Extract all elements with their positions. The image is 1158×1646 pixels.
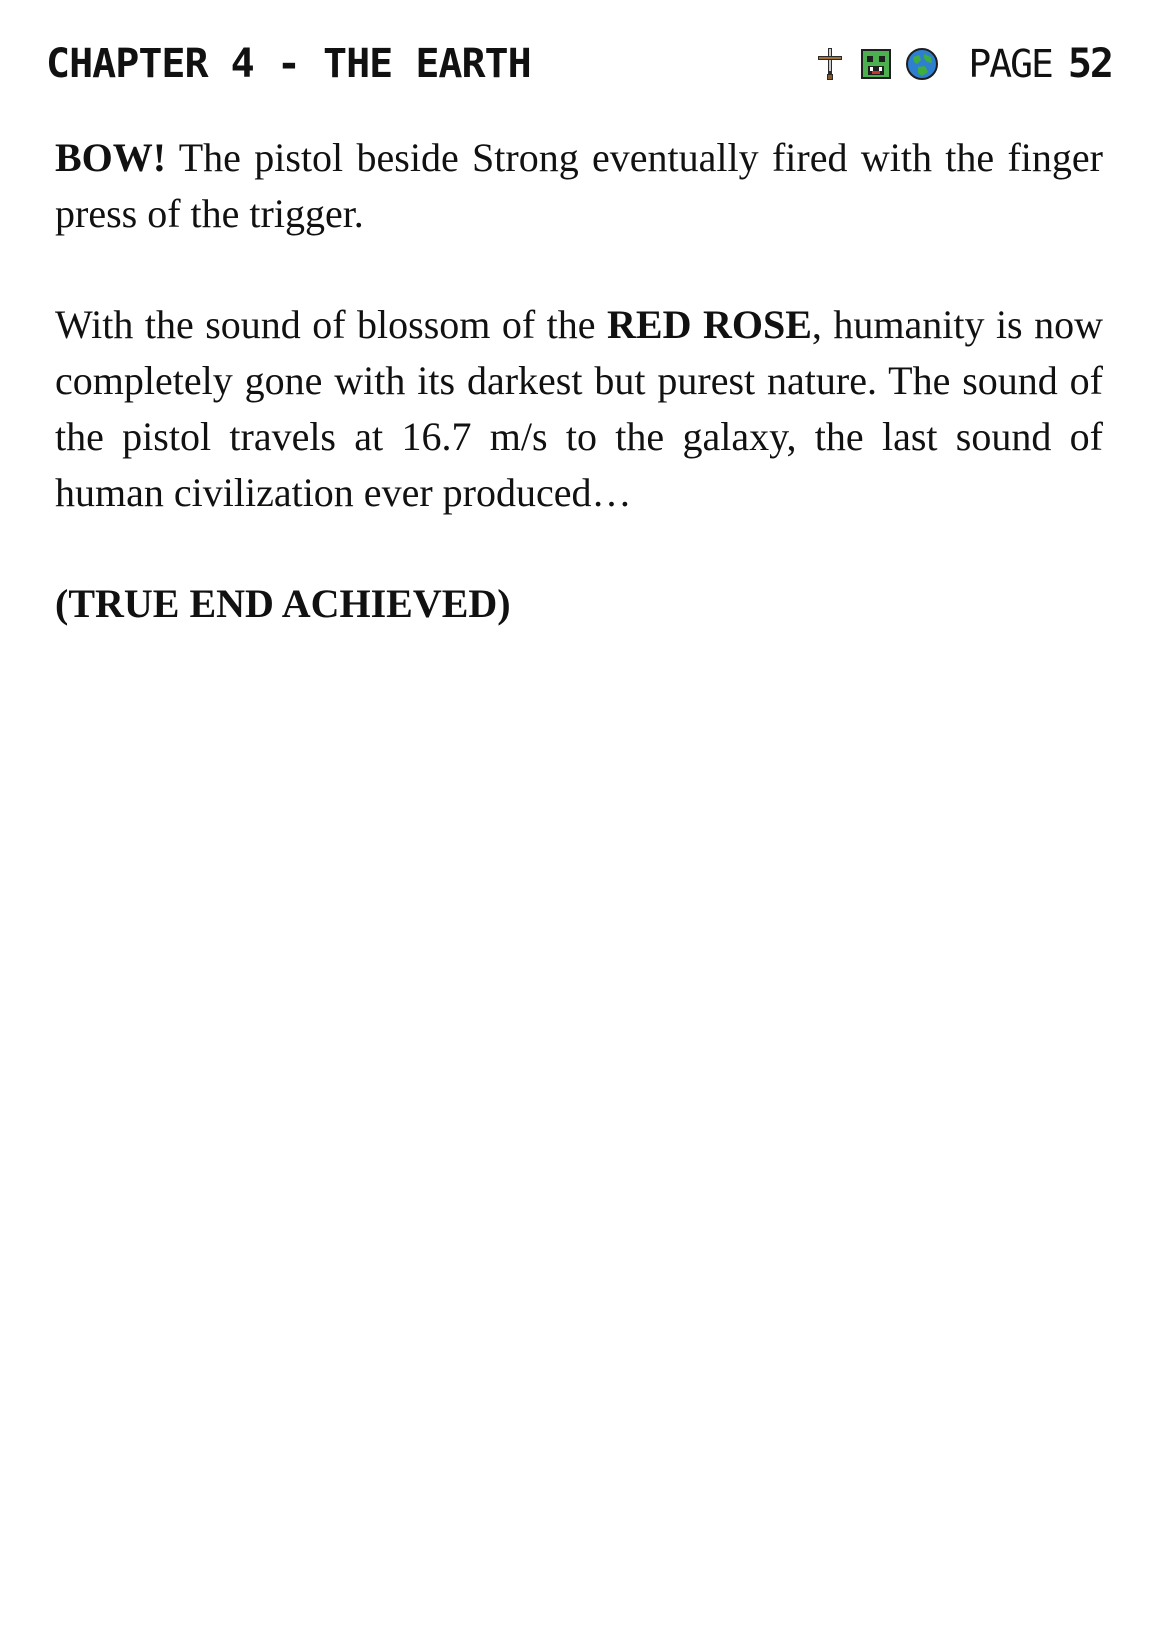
paragraph-1-text: The pistol beside Strong eventually fired with the finger press of the trigger. — [55, 135, 1103, 236]
paragraph-2-before: With the sound of blossom of the — [55, 302, 608, 347]
paragraph-1-lead: BOW! — [55, 135, 167, 180]
page-header — [46, 38, 1112, 90]
page-number: 52 — [1067, 41, 1112, 87]
creature-face-icon — [858, 46, 894, 82]
ending-text: (TRUE END ACHIEVED) — [55, 581, 511, 626]
earth-globe-icon — [904, 46, 940, 82]
sword-icon — [812, 46, 848, 82]
page-body — [55, 130, 1103, 687]
chapter-title: CHAPTER 4 - THE EARTH — [46, 41, 531, 87]
paragraph-2 — [55, 297, 1103, 521]
paragraph-2-emphasis: RED ROSE — [607, 302, 812, 347]
page-label: PAGE — [968, 42, 1052, 86]
header-right — [812, 41, 1112, 87]
paragraph-1 — [55, 130, 1103, 242]
paragraph-2-after: , humanity is now completely gone with its darkest but purest nature. The sound of the pistol travels at 16.7 m/s to the galaxy, the last sound of human civilization ever produced… — [55, 302, 1103, 515]
